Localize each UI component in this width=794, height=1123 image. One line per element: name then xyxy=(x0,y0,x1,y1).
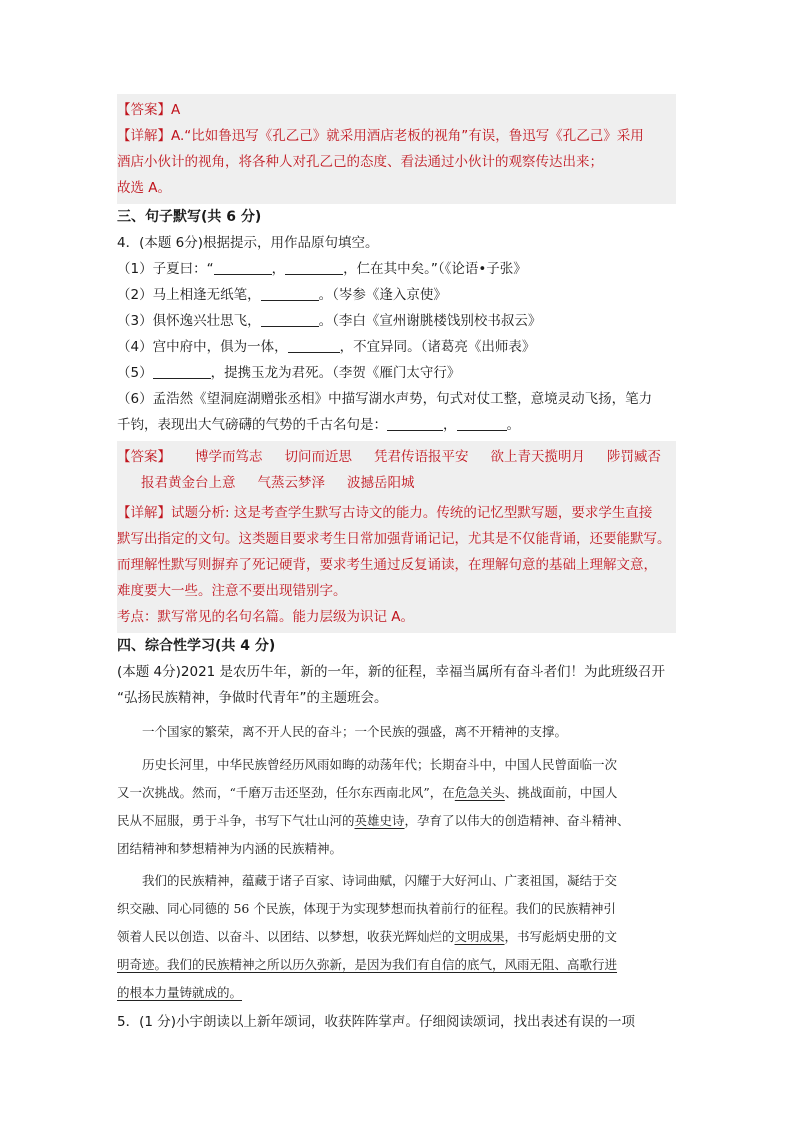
answer-item: 欲上青天揽明月 xyxy=(490,449,585,465)
fill-item-6-line-2 xyxy=(117,412,676,438)
passage-line xyxy=(117,923,676,951)
item-text: ，不宜异同。（诸葛亮《出师表》 xyxy=(339,339,536,355)
detail-text: 试题分析: 这是考查学生默写古诗文的能力。传统的记忆型默写题，要求学生直接 xyxy=(171,505,653,521)
document-page xyxy=(117,94,676,1035)
item-text: （1）子夏曰：“ xyxy=(117,261,214,277)
answer-value: A xyxy=(171,102,181,118)
detail-text: A.“比如鲁迅写《孔乙己》就采用酒店老板的视角”有误，鲁迅写《孔乙己》采用 xyxy=(171,128,644,144)
passage-line: 历史长河里，中华民族曾经历风雨如晦的动荡年代；长期奋斗中，中国人民曾面临一次 xyxy=(142,757,618,772)
passage-paragraph-2 xyxy=(117,751,676,863)
underlined-sentence: 的根本力量铸就成的。 xyxy=(117,985,243,1000)
answer-blank[interactable] xyxy=(214,260,272,275)
detail-line-2: 酒店小伙计的视角，将各种人对孔乙己的态度、看法通过小伙计的观察传达出来； xyxy=(117,154,603,170)
passage-text: 、挑战面前，中国人 xyxy=(504,785,618,800)
answer-label: 【答案】 xyxy=(117,102,171,118)
item-text: 。 xyxy=(506,417,520,433)
item-text: （4）宫中府中，俱为一体， xyxy=(117,339,288,355)
answer-item: 波撼岳阳城 xyxy=(347,475,415,491)
section-4-intro-2: “弘扬民族精神，争做时代青年”的主题班会。 xyxy=(117,690,388,706)
passage-line xyxy=(117,779,676,807)
item-text: （3）俱怀逸兴壮思飞， xyxy=(117,313,261,329)
answer-label: 【答案】 xyxy=(117,449,171,465)
answer-block-1 xyxy=(117,94,676,204)
detail-line-1 xyxy=(117,500,676,526)
fill-item-2 xyxy=(117,282,676,308)
underlined-phrase: 文明成果 xyxy=(454,929,505,944)
answer-block-2 xyxy=(117,441,676,633)
passage-text: 领着人民以创造、以奋斗、以团结、以梦想，收获光辉灿烂的 xyxy=(117,929,455,944)
question-4-intro: 4．(本题 6分)根据提示，用作品原句填空。 xyxy=(117,235,379,251)
answer-item: 博学而笃志 xyxy=(195,449,263,465)
answer-blank[interactable] xyxy=(288,338,340,353)
item-text: ，仁在其中矣。”（《论语•子张》 xyxy=(343,261,527,277)
detail-label: 【详解】 xyxy=(117,128,171,144)
answers-row-1 xyxy=(117,444,676,470)
passage-paragraph-1: 一个国家的繁荣，离不开人民的奋斗；一个民族的强盛，离不开精神的支撑。 xyxy=(142,724,568,739)
passage-line xyxy=(117,807,676,835)
answer-line xyxy=(117,97,676,123)
item-text: （5） xyxy=(117,365,153,381)
answer-blank[interactable] xyxy=(261,312,319,327)
item-text: 。（李白《宣州谢朓楼饯别校书叔云》 xyxy=(318,313,542,329)
passage-paragraph-3 xyxy=(117,867,676,1007)
passage-line: 织交融、同心同德的 56 个民族，体现于为实现梦想而执着前行的征程。我们的民族精神引 xyxy=(117,901,616,916)
detail-line-4: 难度要大一些。注意不要出现错别字。 xyxy=(117,583,347,599)
fill-item-5 xyxy=(117,360,676,386)
detail-line-3: 故选 A。 xyxy=(117,180,172,196)
detail-line-2: 默写出指定的文句。这类题目要求考生日常加强背诵记记，尤其是不仅能背诵，还要能默写。 xyxy=(117,531,671,547)
answer-blank[interactable] xyxy=(457,416,507,431)
passage-text: 民从不屈服，勇于斗争，书写下气壮山河的 xyxy=(117,813,355,828)
answer-blank[interactable] xyxy=(261,286,319,301)
passage-line: 团结精神和梦想精神为内涵的民族精神。 xyxy=(117,841,343,856)
passage-text: ，孕育了以伟大的创造精神、奋斗精神、 xyxy=(404,813,630,828)
item-text: ， xyxy=(443,417,457,433)
passage-line: 我们的民族精神，蕴藏于诸子百家、诗词曲赋，闪耀于大好河山、广袤祖国，凝结于交 xyxy=(142,873,618,888)
answer-item: 报君黄金台上意 xyxy=(141,475,236,491)
passage-text: 又一次挑战。然而，“千磨万击还坚劲，任尔东西南北风”，在 xyxy=(117,785,455,800)
answer-item: 凭君传语报平安 xyxy=(374,449,469,465)
kaodian-line: 考点：默写常见的名句名篇。能力层级为识记 A。 xyxy=(117,609,415,625)
underlined-sentence: 明奇迹。我们的民族精神之所以历久弥新，是因为我们有自信的底气，风雨无阻、高歌行进 xyxy=(117,957,618,972)
underlined-phrase: 危急关头 xyxy=(454,785,505,800)
detail-line-1 xyxy=(117,123,676,149)
item-text: ，提携玉龙为君死。（李贺《雁门太守行》 xyxy=(210,365,461,381)
detail-label: 【详解】 xyxy=(117,505,171,521)
fill-item-1 xyxy=(117,256,676,282)
item-text: （2）马上相逢无纸笔， xyxy=(117,287,261,303)
answer-blank[interactable] xyxy=(387,416,443,431)
answer-blank[interactable] xyxy=(285,260,343,275)
new-year-passage xyxy=(117,717,676,1007)
item-text: 。（岑参《逢入京使》 xyxy=(318,287,447,303)
fill-item-3 xyxy=(117,308,676,334)
answers-row-2 xyxy=(117,470,676,496)
answer-item: 切问而近思 xyxy=(284,449,352,465)
detail-line-3: 而理解性默写则摒弃了死记硬背，要求考生通过反复诵读，在理解句意的基础上理解文意， xyxy=(117,557,657,573)
section-4-heading: 四、综合性学习(共 4 分) xyxy=(117,638,276,654)
section-3-heading: 三、句子默写(共 6 分) xyxy=(117,209,262,225)
fill-item-6-line-1: （6）孟浩然《望洞庭湖赠张丞相》中描写湖水声势，句式对仗工整，意境灵动飞扬，笔力 xyxy=(117,391,653,407)
item-text: ， xyxy=(271,261,286,277)
answer-blank[interactable] xyxy=(153,364,211,379)
answer-item: 陟罚臧否 xyxy=(607,449,661,465)
answer-item: 气蒸云梦泽 xyxy=(257,475,325,491)
item-text: 千钧，表现出大气磅礴的气势的千古名句是： xyxy=(117,417,387,433)
passage-text: ，书写彪炳史册的文 xyxy=(504,929,618,944)
question-5: 5．(1 分)小宇朗读以上新年颂词，收获阵阵掌声。仔细阅读颂词，找出表述有误的一项 xyxy=(117,1014,636,1030)
underlined-phrase: 英雄史诗 xyxy=(354,813,405,828)
section-4-intro-1: (本题 4分)2021 是农历牛年，新的一年，新的征程，幸福当属所有奋斗者们！为此班级召开 xyxy=(117,664,666,680)
fill-item-4 xyxy=(117,334,676,360)
